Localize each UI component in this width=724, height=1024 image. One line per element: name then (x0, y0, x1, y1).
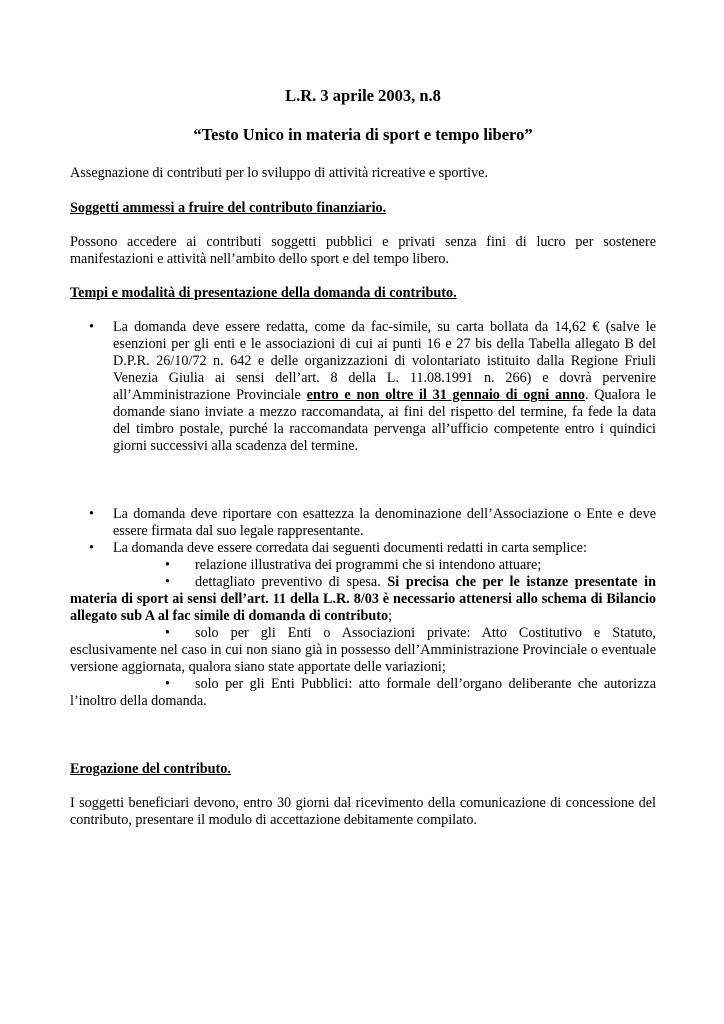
eligibility-text: Possono accedere ai contributi soggetti pubblici e privati senza fini di lucro per sostenere manifestazioni e attività nell’ambito dello sport e del tempo libero. (70, 234, 656, 267)
bullet3-text: La domanda deve essere corredata dai seguenti documenti redatti in carta semplice: (113, 540, 587, 556)
sub1-text: relazione illustrativa dei programmi che si intendono attuare; (195, 557, 542, 573)
section-heading-submission: Tempi e modalità di presentazione della domanda di contributo. (70, 285, 457, 301)
bullet-icon: • (165, 574, 170, 590)
document-page (70, 86, 656, 829)
bullet-icon: • (89, 319, 94, 335)
document-title: L.R. 3 aprile 2003, n.8 (285, 86, 441, 105)
disbursement-text: I soggetti beneficiari devono, entro 30 giorni dal ricevimento della comunicazione di concessione del contributo, presentare il modulo di accettazione debitamente compilato. (70, 795, 656, 828)
sub-item (70, 574, 656, 625)
section-heading-eligibility: Soggetti ammessi a fruire del contributo finanziario. (70, 200, 387, 216)
submission-list (70, 319, 656, 557)
sub4-text: solo per gli Enti Pubblici: atto formale dell’organo deliberante che autorizza l’inoltro della domanda. (70, 676, 656, 709)
bullet-icon: • (165, 625, 170, 641)
bullet1-text-a: La domanda deve essere redatta, come da fac-simile, su carta bollata da 14,62 € (salve le esenzioni per gli enti e le associazioni di cui ai punti 16 e 27 bis della Tabella allegato B del D.P.R. 26/10/72 n. 642 e delle organizzazioni di volontariato istituito dalla Regione Friuli Venezia Giulia ai sensi dell’art. 8 della L. 11.08.1991 n. 266) e dovrà pervenire all’Amministrazione Provinciale (113, 319, 656, 403)
bullet1-text-b: . Qualora le domande siano inviate a mezzo raccomandata, ai fini del rispetto del termine, fa fede la data del timbro postale, purché la raccomandata pervenga all’ufficio competente entro i quindici giorni successivi alla scadenza del termine. (113, 387, 656, 454)
bullet-icon: • (89, 540, 94, 556)
document-subtitle: “Testo Unico in materia di sport e tempo libero” (193, 125, 533, 144)
deadline-text: entro e non oltre il 31 gennaio di ogni anno (306, 387, 585, 403)
bullet-icon: • (165, 557, 170, 573)
sub-item (70, 625, 656, 676)
bullet-icon: • (89, 506, 94, 522)
list-item (70, 506, 656, 540)
sub-item (70, 557, 656, 574)
bullet-icon: • (165, 676, 170, 692)
list-item (70, 319, 656, 455)
sub2-text: dettagliato preventivo di spesa. (195, 574, 388, 590)
sub-item (70, 676, 656, 710)
intro-text: Assegnazione di contributi per lo sviluppo di attività ricreative e sportive. (70, 165, 489, 181)
bullet2-text: La domanda deve riportare con esattezza la denominazione dell’Associazione o Ente e deve essere firmata dal suo legale rappresentante. (113, 506, 656, 539)
sub3-text: solo per gli Enti o Associazioni private: Atto Costitutivo e Statuto, esclusivamente nel caso in cui non siano già in possesso dell’Amministrazione Provinciale o eventuale versione aggiornata, qualora siano state apportate delle variazioni; (70, 625, 656, 675)
list-item (70, 540, 656, 557)
sub2-end: ; (388, 608, 393, 624)
section-heading-disbursement: Erogazione del contributo. (70, 761, 231, 777)
sub2-bold-text: Si precisa che per le istanze presentate in materia di sport ai sensi dell’art. 11 della L.R. 8/03 è necessario attenersi allo schema di Bilancio allegato sub A al fac simile di domanda di contributo (70, 574, 656, 624)
